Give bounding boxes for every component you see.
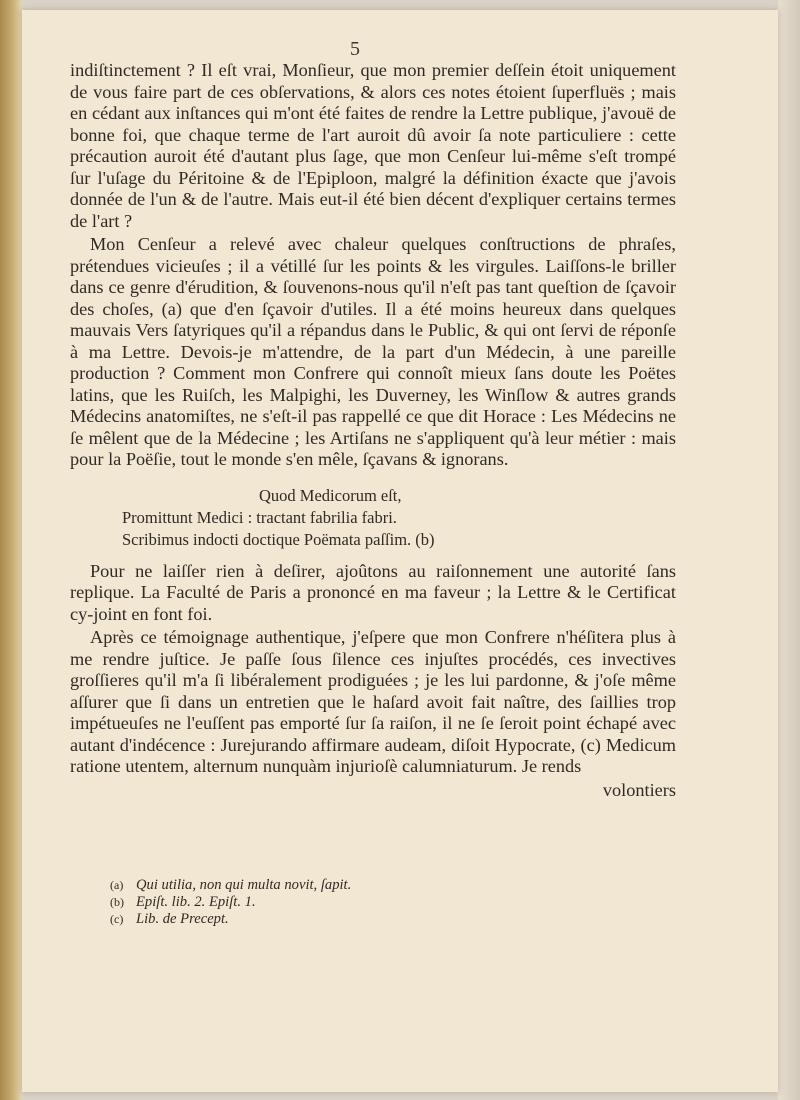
footnote-a (110, 877, 630, 894)
verse-line-2: Promittunt Medici : tractant fabrilia fabri. (122, 507, 397, 527)
paragraph-3: Pour ne laiſſer rien à deſirer, ajoûtons au raiſonnement une autorité ſans replique. La Faculté de Paris a prononcé en ma faveur ; la Lettre & le Certificat cy-joint en font foi. (70, 560, 676, 624)
left-page-edge (0, 0, 22, 1100)
footnote-c (110, 911, 630, 928)
footnote-mark: (c) (110, 912, 124, 926)
footnote-b (110, 894, 630, 911)
latin-verse (122, 485, 676, 551)
footnote-text: Qui utilia, non qui multa novit, ſapit. (136, 877, 352, 893)
paragraph-4: Après ce témoignage authentique, j'eſpere que mon Confrere n'héſitera plus à me rendre juſtice. Je paſſe ſous ſilence ces injuſtes procédés, ces invectives groſſieres qu'il m'a ſi libéralement prodiguées ; je les lui pardonne, & j'oſe même aſſurer que ſi dans un entretien que le haſard avoit fait naître, des ſaillies trop impétueuſes ne l'euſſent pas emporté ſur ſa raiſon, il ne ſe ſeroit point échapé avec autant d'indécence : Jurejurando affirmare audeam, diſoit Hypocrate, (c) Medicum ratione utentem, alternum nunquàm injurioſè calumniaturum. Je rends (70, 627, 676, 776)
paragraph-2: Mon Cenſeur a relevé avec chaleur quelques conſtructions de phraſes, prétendues vicieuſes ; il a vétillé ſur les points & les virgules. Laiſſons-le briller dans ce genre d'érudition, & ſouvenons-nous qu'il n'eſt pas tant queſtion de ſçavoir des choſes, (a) que d'en ſçavoir d'utiles. Il a été moins heureux dans quelques mauvais Vers ſatyriques qu'il a répandus dans le Public, & qui ont ſervi de réponſe à ma Lettre. Devois-je m'attendre, de la part d'un Médecin, à une pareille production ? Comment mon Confrere qui connoît mieux ſans doute les Poëtes latins, que les Ruiſch, les Malpighi, les Duverney, les Winſlow & autres grands Médecins anatomiſtes, ne s'eſt-il pas rappellé ce que dit Horace : Les Médecins ne ſe mêlent que de la Médecine ; les Artiſans ne s'appliquent qu'à leur métier : mais pour la Poëſie, tout le monde s'en mêle, ſçavans & ignorans. (70, 234, 676, 469)
page-number: 5 (350, 38, 360, 60)
footnote-mark: (a) (110, 878, 124, 892)
footnote-mark: (b) (110, 895, 124, 909)
document-page (22, 10, 778, 1092)
footnotes (110, 877, 630, 928)
catchword: volontiers (602, 779, 676, 800)
right-scan-margin (778, 0, 800, 1100)
footnote-text: Epiſt. lib. 2. Epiſt. 1. (136, 894, 256, 910)
paragraph-1: indiſtinctement ? Il eſt vrai, Monſieur, que mon premier deſſein étoit uniquement de vous faire part de ces obſervations, & alors ces notes étoient ſuperfluës ; mais en cédant aux inſtances qui m'ont été faites de rendre la Lettre publique, j'avouë de bonne foi, que chaque terme de l'art auroit dû avoir ſa note particuliere : cette précaution auroit été d'autant plus ſage, que mon Cenſeur lui-même s'eſt trompé ſur l'uſage du Péritoine & de l'Epiploon, malgré la définition éxacte que j'avois donnée de l'un & de l'autre. Mais eut-il été bien décent d'expliquer certains termes de l'art ? (70, 60, 676, 231)
verse-line-1: Quod Medicorum eſt, (259, 485, 402, 505)
faint-show-through-texture (609, 534, 755, 661)
footnote-text: Lib. de Precept. (136, 911, 229, 927)
main-text (70, 60, 676, 801)
verse-line-3: Scribimus indocti doctique Poëmata paſſim. (b) (122, 529, 435, 549)
